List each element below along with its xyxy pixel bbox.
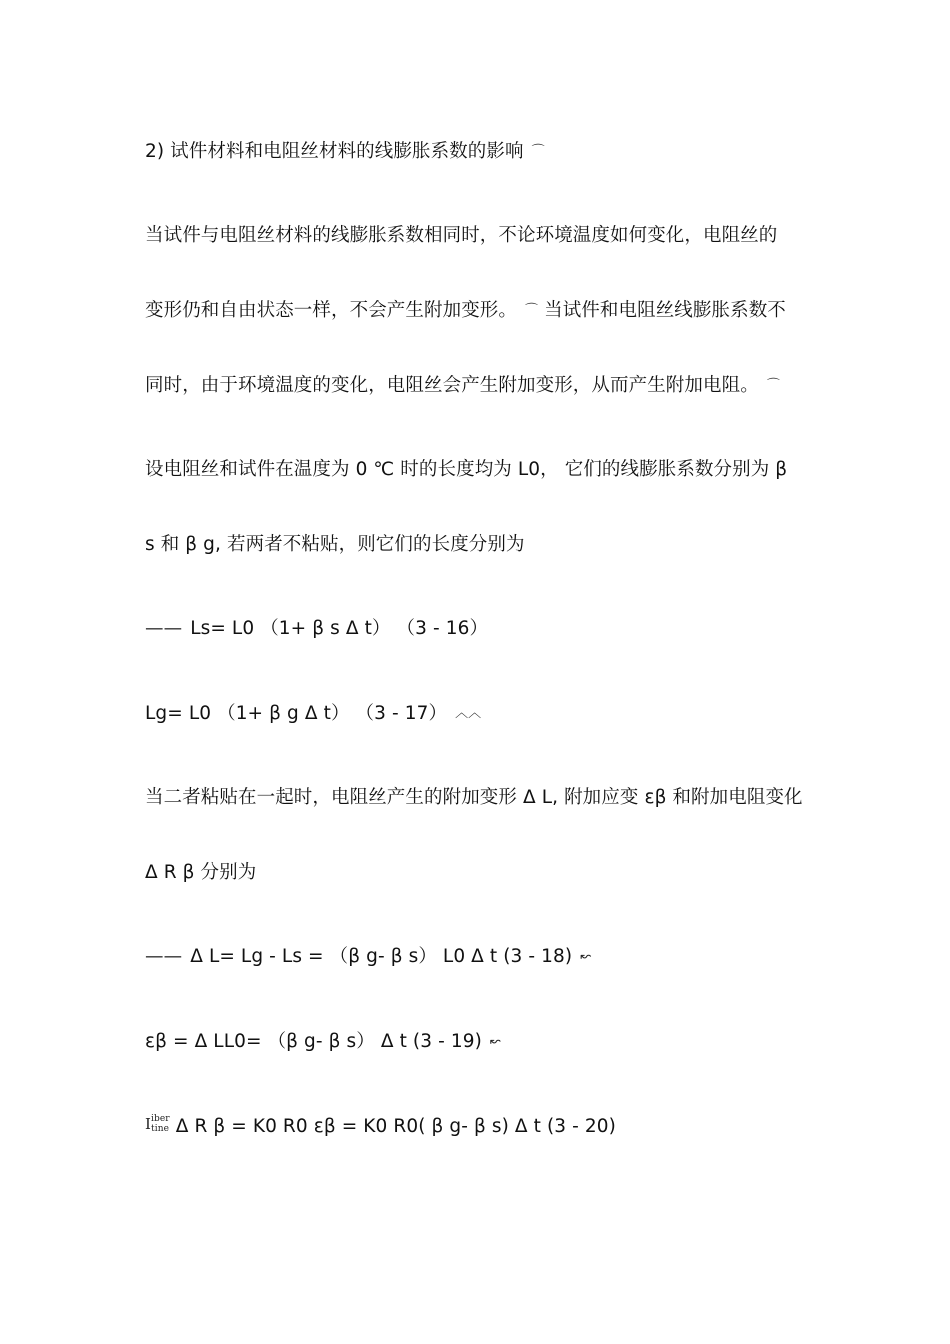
paragraph-mark-icon: ⌒	[531, 144, 545, 159]
equation-3-20: I iber tine Δ R β = K0 R0 εβ = K0 R0( β g- β s) Δ t (3 - 20)	[145, 1114, 616, 1137]
paragraph-1-line-1: 当试件与电阻丝材料的线膨胀系数相同时，不论环境温度如何变化，电阻丝的	[145, 225, 778, 246]
equation-3-16: —— Ls= L0 （1+ β s Δ t） （3 - 16）	[145, 618, 489, 639]
paragraph-mark-icon: ↜	[580, 949, 592, 964]
equation-3-17: Lg= L0 （1+ β g Δ t） （3 - 17） ︿︿	[145, 701, 481, 727]
stamp-glyph: I iber tine	[145, 1114, 170, 1134]
paragraph-2-line-1: 设电阻丝和试件在温度为 0 ℃ 时的长度均为 L0， 它们的线膨胀系数分别为 β	[145, 459, 788, 480]
paragraph-mark-icon: ↜	[489, 1034, 501, 1049]
section-heading: 2) 试件材料和电阻丝材料的线膨胀系数的影响 ⌒	[145, 139, 545, 165]
paragraph-mark-icon: ︿︿	[455, 706, 482, 721]
paragraph-mark-icon: ⌒	[766, 378, 780, 393]
equation-3-18: —— Δ L= Lg - Ls = （β g- β s） L0 Δ t (3 - 18) ↜	[145, 944, 591, 970]
paragraph-mark-icon: ⌒	[525, 303, 539, 318]
paragraph-2-line-2: s 和 β g, 若两者不粘贴，则它们的长度分别为	[145, 534, 525, 555]
paragraph-1-line-3: 同时，由于环境温度的变化，电阻丝会产生附加变形，从而产生附加电阻。 ⌒	[145, 373, 780, 399]
equation-3-19: εβ = Δ LL0= （β g- β s） Δ t (3 - 19) ↜	[145, 1029, 501, 1055]
paragraph-1-line-2: 变形仍和自由状态一样，不会产生附加变形。 ⌒ 当试件和电阻丝线膨胀系数不	[145, 298, 786, 324]
paragraph-3-line-1: 当二者粘贴在一起时，电阻丝产生的附加变形 Δ L, 附加应变 εβ 和附加电阻变化	[145, 787, 803, 808]
paragraph-3-line-2: Δ R β 分别为	[145, 862, 257, 883]
